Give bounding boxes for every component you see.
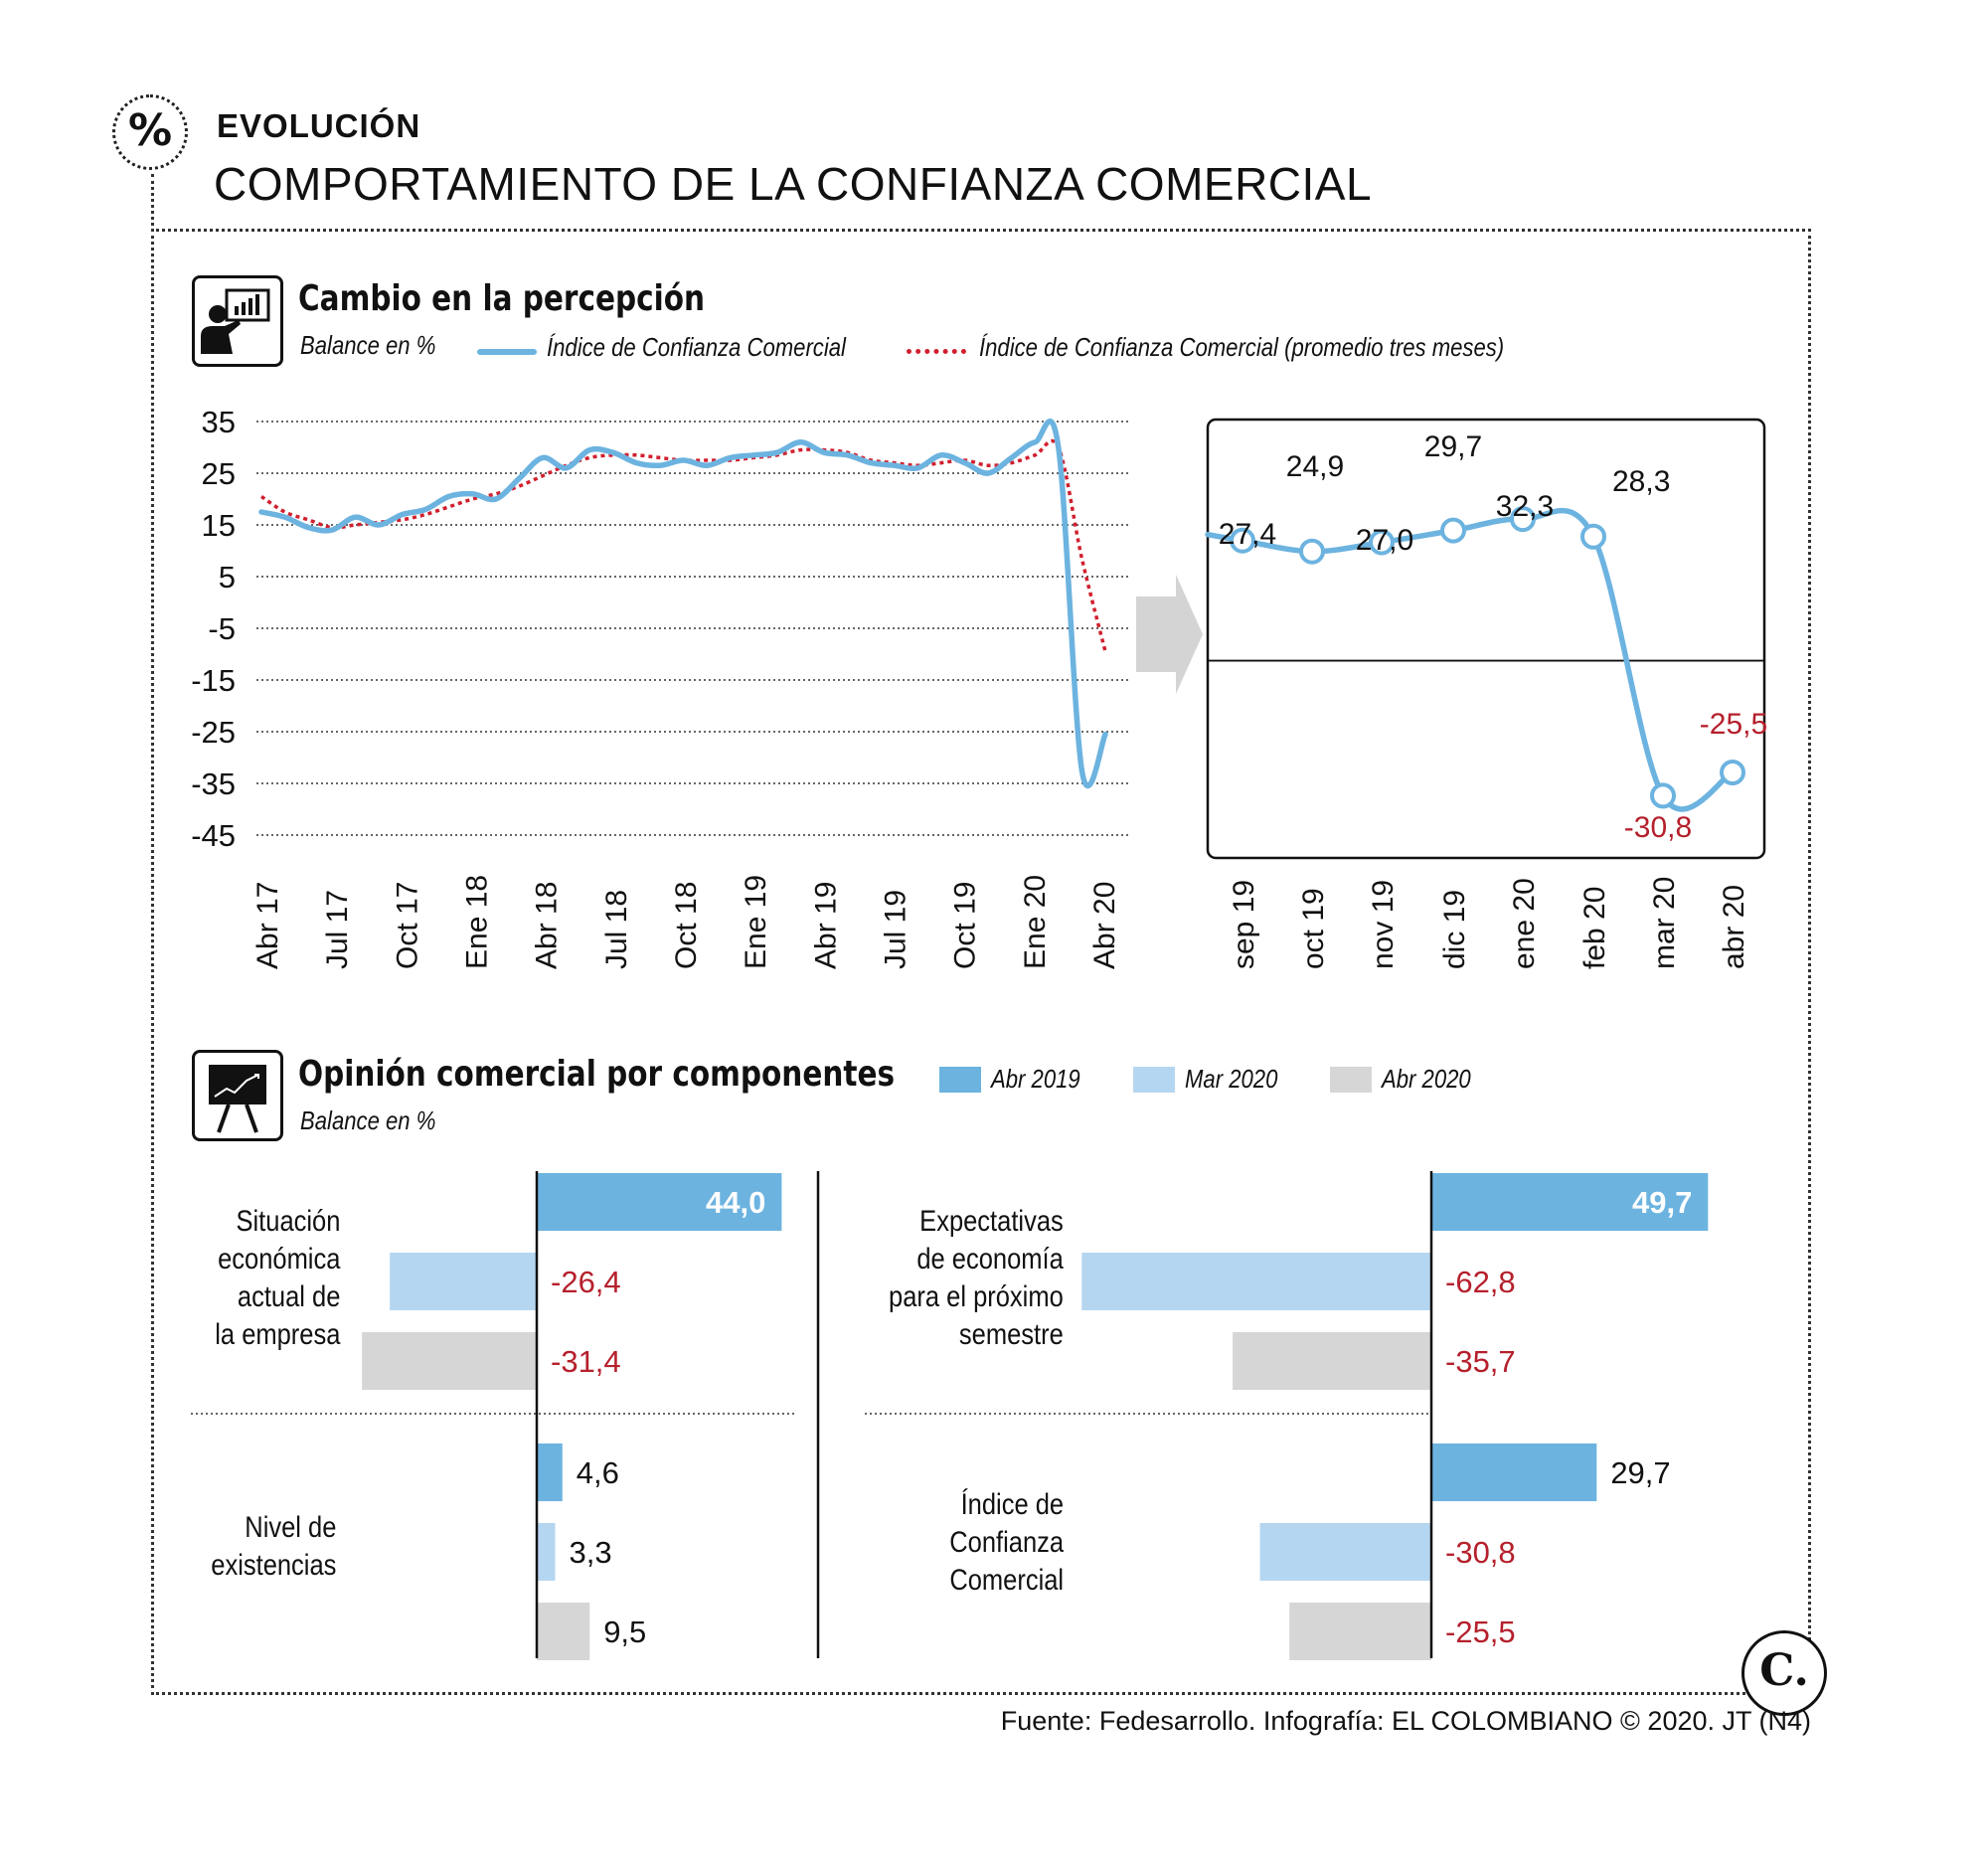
category-label-line: Expectativas — [919, 1205, 1064, 1238]
data-label: 29,7 — [1423, 430, 1483, 463]
section-subtitle-components: Balance en % — [300, 1105, 436, 1135]
bar-value-label: -26,4 — [551, 1265, 621, 1299]
bar-value-label: 3,3 — [569, 1535, 612, 1570]
page-title: COMPORTAMIENTO DE LA CONFIANZA COMERCIAL — [214, 158, 1373, 210]
category-label — [211, 1509, 336, 1585]
x-tick-label: Ene 20 — [1018, 874, 1052, 969]
legend-label-index: Índice de Confianza Comercial — [547, 332, 846, 362]
el-colombiano-logo — [1741, 1630, 1827, 1716]
y-tick-label: -35 — [191, 766, 236, 801]
data-label: 27,0 — [1355, 524, 1414, 557]
legend-label-abr2019: Abr 2019 — [991, 1064, 1080, 1094]
data-label: -30,8 — [1623, 811, 1693, 844]
bar — [1260, 1523, 1431, 1581]
category-label-line: Confianza — [949, 1526, 1064, 1559]
logo-letter: C. — [1759, 1645, 1809, 1696]
x-tick-label: Abr 19 — [809, 881, 843, 969]
legend-label-abr2020: Abr 2020 — [1382, 1064, 1471, 1094]
x-tick-label: Abr 18 — [530, 881, 564, 969]
bar — [1289, 1603, 1431, 1660]
bar — [537, 1603, 589, 1660]
source-credit: Fuente: Fedesarrollo. Infografía: EL COLOMBIANO © 2020. JT (N4) — [1000, 1706, 1811, 1736]
x-tick-label: mar 20 — [1648, 876, 1681, 969]
x-tick-label: ene 20 — [1508, 878, 1541, 969]
x-tick-label: sep 19 — [1228, 879, 1260, 969]
bar-value-label: 44,0 — [706, 1185, 766, 1220]
section-title-components: Opinión comercial por componentes — [298, 1054, 896, 1095]
x-tick-label: oct 19 — [1297, 888, 1330, 969]
bar-value-label: -35,7 — [1445, 1344, 1516, 1379]
data-label: 27,4 — [1218, 518, 1277, 551]
bar-value-label: 49,7 — [1631, 1185, 1693, 1220]
x-tick-label: Ene 19 — [740, 874, 773, 969]
x-tick-label: Oct 19 — [948, 881, 982, 969]
bar — [1081, 1253, 1431, 1310]
category-label-line: actual de — [237, 1280, 340, 1313]
section-title-perception: Cambio en la percepción — [298, 278, 706, 319]
y-tick-label: -5 — [208, 611, 236, 646]
category-label-line: para el próximo — [889, 1280, 1064, 1313]
legend-label-mar2020: Mar 2020 — [1185, 1064, 1278, 1094]
category-label-line: la empresa — [214, 1318, 340, 1351]
data-label: 24,9 — [1285, 450, 1345, 483]
x-tick-label: Oct 18 — [670, 881, 703, 969]
y-tick-label: 15 — [201, 508, 236, 543]
x-tick-label: Jul 18 — [599, 889, 633, 969]
x-tick-label: Abr 20 — [1088, 881, 1121, 969]
category-label-line: Situación — [236, 1205, 340, 1238]
category-label — [889, 1203, 1064, 1354]
x-tick-label: feb 20 — [1578, 886, 1611, 969]
category-label-line: Índice de — [960, 1488, 1064, 1521]
category-label-line: de economía — [916, 1243, 1064, 1275]
bar-value-label: 9,5 — [603, 1614, 647, 1649]
header-kicker: EVOLUCIÓN — [217, 107, 421, 144]
data-label: -25,5 — [1699, 708, 1768, 741]
bar-value-label: 29,7 — [1610, 1455, 1671, 1490]
y-tick-label: -15 — [191, 663, 236, 698]
y-tick-label: 25 — [201, 456, 236, 491]
x-tick-label: Oct 17 — [391, 881, 424, 969]
bar-value-label: -31,4 — [551, 1344, 621, 1379]
category-label-line: semestre — [959, 1318, 1064, 1351]
legend-label-average: Índice de Confianza Comercial (promedio tres meses) — [979, 332, 1505, 362]
bar — [537, 1523, 555, 1581]
x-tick-label: Abr 17 — [251, 881, 284, 969]
x-tick-label: dic 19 — [1438, 889, 1471, 969]
bar-value-label: -25,5 — [1445, 1614, 1516, 1649]
x-tick-label: Ene 18 — [460, 874, 494, 969]
y-tick-label: 5 — [218, 560, 236, 595]
x-tick-label: Jul 17 — [321, 889, 355, 969]
bar-value-label: -30,8 — [1445, 1535, 1516, 1570]
x-tick-label: Jul 19 — [879, 889, 912, 969]
category-label — [215, 1203, 340, 1354]
data-label: 28,3 — [1612, 465, 1671, 498]
data-label: 32,3 — [1495, 490, 1555, 523]
category-label-line: Comercial — [949, 1564, 1064, 1597]
x-tick-label: nov 19 — [1367, 879, 1400, 969]
bar — [362, 1332, 537, 1390]
x-tick-label: abr 20 — [1718, 884, 1750, 969]
y-tick-label: 35 — [201, 405, 236, 439]
y-tick-label: -45 — [191, 818, 236, 853]
category-label-line: Nivel de — [244, 1511, 336, 1544]
percent-icon: % — [127, 105, 173, 156]
category-label-line: económica — [217, 1243, 340, 1275]
bar-value-label: -62,8 — [1445, 1265, 1516, 1299]
bar-value-label: 4,6 — [576, 1455, 619, 1490]
y-tick-label: -25 — [191, 715, 236, 750]
category-label-line: existencias — [210, 1549, 336, 1582]
section-subtitle-perception: Balance en % — [300, 330, 436, 360]
bar — [537, 1444, 563, 1501]
bar — [1233, 1332, 1431, 1390]
bar — [1431, 1444, 1596, 1501]
bar — [390, 1253, 537, 1310]
category-label — [949, 1486, 1064, 1600]
